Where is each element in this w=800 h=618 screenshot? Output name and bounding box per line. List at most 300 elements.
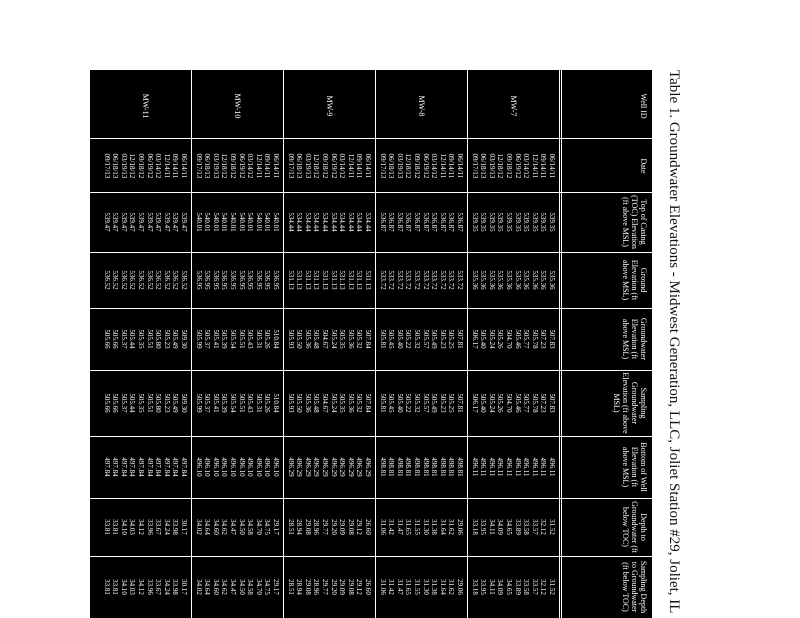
sampling-groundwater-elevation-cell: 505.22 (404, 393, 413, 413)
bottom-of-well-cell: 496.11 (539, 457, 548, 477)
groundwater-elevation-cell: 505.54 (229, 329, 237, 349)
groundwater-elevation-cell: 505.32 (355, 329, 364, 349)
sampling-depth-cell: 33.18 (470, 579, 479, 595)
depth-to-groundwater-cell: 33.18 (470, 519, 479, 535)
depth-to-groundwater-cell: 31.42 (387, 519, 396, 535)
bottom-of-well-cell: 498.81 (421, 457, 430, 477)
date-cell: 12/14/11 (254, 153, 263, 179)
table-row (154, 70, 162, 618)
ground-elevation-cell: 535.36 (479, 270, 488, 290)
ground-elevation-cell: 533.72 (413, 270, 421, 290)
sampling-groundwater-elevation-cell: 504.70 (505, 393, 513, 413)
sampling-groundwater-elevation-cell: 505.81 (378, 393, 387, 413)
toc-elevation-cell: 534.44 (346, 212, 355, 232)
table-row (203, 70, 211, 618)
bottom-of-well-cell: 496.10 (254, 457, 263, 477)
bottom-of-well-cell: 496.11 (548, 457, 556, 477)
sampling-depth-cell: 31.47 (395, 579, 404, 595)
table-row (111, 70, 119, 618)
sampling-groundwater-elevation-cell: 505.54 (229, 393, 237, 413)
groundwater-elevation-cell: 505.44 (128, 329, 137, 349)
sampling-groundwater-elevation-cell: 505.48 (312, 393, 321, 413)
toc-elevation-cell: 539.35 (487, 212, 496, 232)
depth-to-groundwater-cell: 33.57 (530, 519, 539, 535)
toc-elevation-cell: 540.01 (194, 212, 203, 232)
table-row (180, 70, 188, 618)
table-row (163, 70, 171, 618)
table-row (347, 70, 355, 618)
bottom-of-well-cell: 498.81 (387, 457, 396, 477)
toc-elevation-cell: 539.47 (128, 212, 137, 232)
sampling-depth-cell: 34.70 (254, 579, 263, 595)
sampling-groundwater-elevation-cell: 505.66 (111, 393, 120, 413)
date-cell: 09/17/13 (102, 153, 111, 179)
ground-elevation-cell: 535.36 (548, 270, 556, 290)
groundwater-elevation-cell: 505.37 (203, 329, 212, 349)
sampling-depth-cell: 33.57 (530, 579, 539, 595)
table-body (90, 70, 560, 618)
ground-elevation-cell: 536.52 (180, 270, 188, 290)
table-row (514, 70, 522, 618)
table-header (561, 70, 652, 618)
groundwater-elevation-cell: 505.40 (395, 329, 404, 349)
table-row (287, 70, 295, 618)
ground-elevation-cell: 535.36 (513, 270, 522, 290)
bottom-of-well-cell: 496.29 (303, 457, 312, 477)
date-cell: 06/18/13 (295, 153, 304, 179)
header-groundwater-elevation: Groundwater Elevation (ft above MSL) (621, 317, 648, 361)
sampling-groundwater-elevation-cell: 505.35 (137, 393, 145, 413)
date-cell: 06/18/13 (479, 153, 488, 179)
sampling-depth-cell: 33.81 (102, 579, 111, 595)
table-row (146, 70, 154, 618)
sampling-groundwater-elevation-cell: 505.46 (513, 393, 522, 413)
ground-elevation-cell: 536.52 (111, 270, 120, 290)
date-cell: 09/14/11 (171, 153, 180, 179)
table-row (220, 70, 228, 618)
sampling-depth-cell: 31.65 (404, 579, 413, 595)
well-group (191, 70, 284, 618)
depth-to-groundwater-cell: 34.11 (487, 519, 496, 535)
ground-elevation-cell: 531.13 (329, 270, 338, 290)
table-row (413, 70, 421, 618)
ground-elevation-cell: 533.72 (395, 270, 404, 290)
depth-to-groundwater-cell: 31.55 (413, 519, 421, 535)
date-cell: 12/14/11 (438, 153, 447, 179)
sampling-depth-cell: 31.62 (447, 579, 456, 595)
ground-elevation-cell: 531.13 (286, 270, 295, 290)
ground-elevation-cell: 536.52 (102, 270, 111, 290)
bottom-of-well-cell: 498.81 (456, 457, 464, 477)
ground-elevation-cell: 536.95 (220, 270, 229, 290)
sampling-depth-cell: 28.94 (295, 579, 304, 595)
groundwater-elevation-cell: 505.57 (421, 329, 430, 349)
table-row (312, 70, 320, 618)
depth-to-groundwater-cell: 33.81 (111, 519, 120, 535)
bottom-of-well-cell: 496.10 (194, 457, 203, 477)
depth-to-groundwater-cell: 34.10 (119, 519, 128, 535)
date-cell: 03/19/13 (303, 153, 312, 179)
toc-elevation-cell: 536.87 (447, 212, 456, 232)
date-cell: 09/14/11 (539, 153, 548, 179)
groundwater-elevation-cell: 506.17 (470, 329, 479, 349)
date-cell: 12/18/12 (312, 153, 321, 179)
date-cell: 06/19/12 (145, 153, 154, 179)
sampling-depth-cell: 34.10 (119, 579, 128, 595)
table-row (456, 70, 464, 618)
groundwater-elevation-cell: 505.24 (487, 329, 496, 349)
date-cell: 06/14/11 (272, 153, 280, 179)
sampling-depth-cell: 29.06 (456, 579, 464, 595)
depth-to-groundwater-cell: 33.89 (513, 519, 522, 535)
toc-elevation-cell: 540.01 (237, 212, 246, 232)
sampling-groundwater-elevation-cell: 505.26 (496, 393, 505, 413)
sampling-groundwater-elevation-cell: 505.40 (395, 393, 404, 413)
depth-to-groundwater-cell: 33.95 (479, 519, 488, 535)
table-row (128, 70, 136, 618)
toc-elevation-cell: 540.01 (246, 212, 255, 232)
sampling-depth-cell: 31.30 (421, 579, 430, 595)
well-id-label: MW-9 (325, 95, 334, 117)
date-cell: 06/19/12 (513, 153, 522, 179)
date-cell: 09/14/11 (447, 153, 456, 179)
table-row (272, 70, 280, 618)
toc-elevation-cell: 536.87 (395, 212, 404, 232)
ground-elevation-cell: 535.36 (505, 270, 513, 290)
bottom-of-well-cell: 497.84 (145, 457, 154, 477)
sampling-depth-cell: 31.38 (430, 579, 439, 595)
date-cell: 06/18/13 (111, 153, 120, 179)
sampling-depth-cell: 34.03 (128, 579, 137, 595)
depth-to-groundwater-cell: 29.08 (346, 519, 355, 535)
ground-elevation-cell: 535.36 (539, 270, 548, 290)
date-cell: 12/18/12 (404, 153, 413, 179)
table-row (522, 70, 530, 618)
date-cell: 06/14/11 (180, 153, 188, 179)
depth-to-groundwater-cell: 31.06 (378, 519, 387, 535)
depth-to-groundwater-cell: 34.50 (237, 519, 246, 535)
bottom-of-well-cell: 498.81 (395, 457, 404, 477)
ground-elevation-cell: 531.13 (312, 270, 321, 290)
table-row (548, 70, 556, 618)
sampling-depth-cell: 34.02 (194, 579, 203, 595)
toc-elevation-cell: 540.01 (254, 212, 263, 232)
date-cell: 09/18/12 (229, 153, 237, 179)
table-row (295, 70, 303, 618)
date-cell: 12/14/11 (530, 153, 539, 179)
ground-elevation-cell: 533.72 (404, 270, 413, 290)
groundwater-elevation-cell: 505.26 (496, 329, 505, 349)
sampling-depth-cell: 34.09 (496, 579, 505, 595)
groundwater-elevation-cell: 505.40 (479, 329, 488, 349)
depth-to-groundwater-cell: 33.67 (154, 519, 163, 535)
sampling-depth-cell: 34.24 (162, 579, 171, 595)
date-cell: 12/18/12 (496, 153, 505, 179)
sampling-depth-cell: 33.96 (145, 579, 154, 595)
groundwater-elevation-cell: 505.37 (119, 329, 128, 349)
table-row (387, 70, 395, 618)
depth-to-groundwater-cell: 26.60 (364, 519, 372, 535)
date-cell: 12/14/11 (162, 153, 171, 179)
sampling-groundwater-elevation-cell: 505.99 (194, 393, 203, 413)
bottom-of-well-cell: 497.84 (111, 457, 120, 477)
date-cell: 06/19/12 (421, 153, 430, 179)
toc-elevation-cell: 539.47 (180, 212, 188, 232)
sampling-groundwater-elevation-cell: 509.30 (180, 393, 188, 413)
bottom-of-well-cell: 496.10 (237, 457, 246, 477)
date-cell: 09/18/12 (137, 153, 145, 179)
date-cell: 03/19/13 (395, 153, 404, 179)
toc-elevation-cell: 534.44 (329, 212, 338, 232)
groundwater-elevation-cell: 505.66 (111, 329, 120, 349)
sampling-groundwater-elevation-cell: 506.17 (470, 393, 479, 413)
sampling-depth-cell: 33.58 (522, 579, 531, 595)
ground-elevation-cell: 536.52 (137, 270, 145, 290)
ground-elevation-cell: 533.72 (378, 270, 387, 290)
toc-elevation-cell: 539.35 (522, 212, 531, 232)
sampling-groundwater-elevation-cell: 505.39 (220, 393, 229, 413)
table-row (396, 70, 404, 618)
groundwater-elevation-cell: 505.78 (530, 329, 539, 349)
toc-elevation-cell: 539.47 (102, 212, 111, 232)
table-row (304, 70, 312, 618)
sampling-groundwater-elevation-cell: 505.49 (430, 393, 439, 413)
sampling-depth-cell: 29.09 (338, 579, 347, 595)
depth-to-groundwater-cell: 34.65 (505, 519, 513, 535)
table-row (212, 70, 220, 618)
date-cell: 09/18/12 (505, 153, 513, 179)
depth-to-groundwater-cell: 29.08 (303, 519, 312, 535)
depth-to-groundwater-cell: 33.96 (145, 519, 154, 535)
toc-elevation-cell: 539.35 (539, 212, 548, 232)
sampling-depth-cell: 29.77 (321, 579, 329, 595)
table-row (531, 70, 539, 618)
toc-elevation-cell: 539.35 (505, 212, 513, 232)
sampling-depth-cell: 31.42 (387, 579, 396, 595)
sampling-groundwater-elevation-cell: 505.32 (355, 393, 364, 413)
date-cell: 03/14/12 (430, 153, 439, 179)
date-cell: 03/14/12 (522, 153, 531, 179)
ground-elevation-cell: 536.52 (119, 270, 128, 290)
ground-elevation-cell: 536.52 (162, 270, 171, 290)
toc-elevation-cell: 536.87 (387, 212, 396, 232)
groundwater-elevation-cell: 504.70 (505, 329, 513, 349)
groundwater-elevation-cell: 505.35 (137, 329, 145, 349)
groundwater-elevation-cell: 505.93 (286, 329, 295, 349)
table-row (422, 70, 430, 618)
groundwater-elevation-cell: 505.23 (438, 329, 447, 349)
sampling-depth-cell: 34.64 (203, 579, 212, 595)
depth-to-groundwater-cell: 29.77 (321, 519, 329, 535)
table-row (103, 70, 111, 618)
date-cell: 03/14/12 (338, 153, 347, 179)
toc-elevation-cell: 534.44 (364, 212, 372, 232)
groundwater-elevation-cell: 505.32 (413, 329, 421, 349)
bottom-of-well-cell: 496.10 (272, 457, 280, 477)
well-group (99, 70, 192, 618)
groundwater-elevation-cell: 505.51 (145, 329, 154, 349)
sampling-depth-cell: 26.60 (364, 579, 372, 595)
depth-to-groundwater-cell: 34.47 (229, 519, 237, 535)
groundwater-elevation-cell: 505.49 (430, 329, 439, 349)
date-cell: 06/14/11 (456, 153, 464, 179)
sampling-groundwater-elevation-cell: 505.37 (119, 393, 128, 413)
date-cell: 06/14/11 (548, 153, 556, 179)
toc-elevation-cell: 539.35 (479, 212, 488, 232)
depth-to-groundwater-cell: 29.06 (456, 519, 464, 535)
toc-elevation-cell: 534.44 (312, 212, 321, 232)
depth-to-groundwater-cell: 28.51 (286, 519, 295, 535)
bottom-of-well-cell: 498.81 (413, 457, 421, 477)
sampling-depth-cell: 34.47 (229, 579, 237, 595)
toc-elevation-cell: 534.44 (286, 212, 295, 232)
sampling-depth-cell: 32.12 (539, 579, 548, 595)
date-cell: 09/14/11 (263, 153, 272, 179)
bottom-of-well-cell: 496.11 (522, 457, 531, 477)
date-cell: 09/17/13 (470, 153, 479, 179)
toc-elevation-cell: 540.01 (229, 212, 237, 232)
sampling-groundwater-elevation-cell: 510.84 (272, 393, 280, 413)
well-id-label: MW-7 (509, 95, 518, 117)
sampling-groundwater-elevation-cell: 505.45 (387, 393, 396, 413)
groundwater-elevation-cell: 507.81 (456, 329, 464, 349)
bottom-of-well-cell: 497.84 (154, 457, 163, 477)
ground-elevation-cell: 533.72 (438, 270, 447, 290)
table-row (171, 70, 179, 618)
ground-elevation-cell: 531.13 (346, 270, 355, 290)
sampling-depth-cell: 34.58 (246, 579, 255, 595)
header-sampling-depth: Sampling Depth to Groundwater (ft below TOC) (621, 560, 648, 614)
bottom-of-well-cell: 496.10 (220, 457, 229, 477)
ground-elevation-cell: 536.95 (254, 270, 263, 290)
bottom-of-well-cell: 497.84 (162, 457, 171, 477)
toc-elevation-cell: 539.47 (162, 212, 171, 232)
header-bottom-of-well: Bottom of Well Elevation (ft above MSL) (621, 442, 648, 492)
header-sampling-groundwater-elevation: Sampling Groundwater Elevation (ft above MSL) (612, 372, 648, 434)
bottom-of-well-cell: 496.10 (211, 457, 220, 477)
header-ground-elevation: Ground Elevation (ft above MSL) (621, 259, 648, 301)
depth-to-groundwater-cell: 29.09 (338, 519, 347, 535)
sampling-depth-cell: 34.65 (505, 579, 513, 595)
sampling-groundwater-elevation-cell: 505.57 (421, 393, 430, 413)
sampling-groundwater-elevation-cell: 507.81 (456, 393, 464, 413)
toc-elevation-cell: 536.87 (404, 212, 413, 232)
groundwater-elevation-cell: 505.43 (246, 329, 255, 349)
depth-to-groundwater-cell: 30.17 (180, 519, 188, 535)
depth-to-groundwater-cell: 29.17 (272, 519, 280, 535)
toc-elevation-cell: 539.35 (496, 212, 505, 232)
bottom-of-well-cell: 496.11 (513, 457, 522, 477)
table-row (195, 70, 203, 618)
date-cell: 06/18/13 (387, 153, 396, 179)
depth-to-groundwater-cell: 33.98 (171, 519, 180, 535)
groundwater-elevation-cell: 505.48 (312, 329, 321, 349)
sampling-groundwater-elevation-cell: 505.31 (254, 393, 263, 413)
sampling-depth-cell: 30.17 (180, 579, 188, 595)
ground-elevation-cell: 536.95 (246, 270, 255, 290)
groundwater-elevation-cell: 510.84 (272, 329, 280, 349)
groundwater-elevation-cell: 505.31 (254, 329, 263, 349)
toc-elevation-cell: 540.01 (272, 212, 280, 232)
sampling-groundwater-elevation-cell: 505.51 (145, 393, 154, 413)
depth-to-groundwater-cell: 31.38 (430, 519, 439, 535)
bottom-of-well-cell: 498.81 (430, 457, 439, 477)
groundwater-elevation-cell: 505.41 (211, 329, 220, 349)
toc-elevation-cell: 539.47 (111, 212, 120, 232)
bottom-of-well-cell: 496.11 (487, 457, 496, 477)
bottom-of-well-cell: 498.81 (447, 457, 456, 477)
bottom-of-well-cell: 496.29 (364, 457, 372, 477)
bottom-of-well-cell: 498.81 (378, 457, 387, 477)
groundwater-elevation-cell: 507.84 (364, 329, 372, 349)
table-row (430, 70, 438, 618)
groundwater-elevation-cell: 505.36 (346, 329, 355, 349)
toc-elevation-cell: 540.01 (211, 212, 220, 232)
table-row (471, 70, 479, 618)
sampling-depth-cell: 29.17 (272, 579, 280, 595)
groundwater-elevation-cell: 504.67 (321, 329, 329, 349)
sampling-groundwater-elevation-cell: 505.36 (303, 393, 312, 413)
depth-to-groundwater-cell: 31.64 (438, 519, 447, 535)
date-cell: 09/14/11 (355, 153, 364, 179)
depth-to-groundwater-cell: 34.75 (263, 519, 272, 535)
toc-elevation-cell: 539.47 (171, 212, 180, 232)
header-depth-to-groundwater: Depth to Groundwater (ft below TOC) (621, 501, 648, 553)
sampling-groundwater-elevation-cell: 505.93 (286, 393, 295, 413)
groundwater-elevation-cell: 505.24 (329, 329, 338, 349)
depth-to-groundwater-cell: 34.58 (246, 519, 255, 535)
sampling-groundwater-elevation-cell: 505.80 (154, 393, 163, 413)
depth-to-groundwater-cell: 34.02 (194, 519, 203, 535)
sampling-depth-cell: 33.89 (513, 579, 522, 595)
date-cell: 09/18/12 (321, 153, 329, 179)
sampling-groundwater-elevation-cell: 505.43 (246, 393, 255, 413)
table-row (263, 70, 271, 618)
sampling-groundwater-elevation-cell: 505.37 (203, 393, 212, 413)
sampling-depth-cell: 34.12 (137, 579, 145, 595)
table-row (321, 70, 329, 618)
bottom-of-well-cell: 497.84 (180, 457, 188, 477)
ground-elevation-cell: 536.52 (145, 270, 154, 290)
bottom-of-well-cell: 496.11 (479, 457, 488, 477)
ground-elevation-cell: 536.95 (211, 270, 220, 290)
bottom-of-well-cell: 496.11 (496, 457, 505, 477)
well-id-label: MW-8 (417, 95, 426, 117)
sampling-groundwater-elevation-cell: 505.25 (447, 393, 456, 413)
bottom-of-well-cell: 496.29 (355, 457, 364, 477)
bottom-of-well-cell: 496.10 (229, 457, 237, 477)
sampling-depth-cell: 33.98 (171, 579, 180, 595)
toc-elevation-cell: 536.87 (378, 212, 387, 232)
ground-elevation-cell: 531.13 (355, 270, 364, 290)
date-cell: 12/18/12 (220, 153, 229, 179)
sampling-depth-cell: 31.06 (378, 579, 387, 595)
date-cell: 09/17/13 (286, 153, 295, 179)
table-row (488, 70, 496, 618)
well-group (375, 70, 468, 618)
groundwater-elevation-cell: 505.26 (263, 329, 272, 349)
table-row (137, 70, 145, 618)
groundwater-elevation-cell: 505.25 (447, 329, 456, 349)
ground-elevation-cell: 533.72 (447, 270, 456, 290)
groundwater-elevation-cell: 505.77 (522, 329, 531, 349)
table-row (379, 70, 387, 618)
groundwater-elevation-cell: 507.83 (548, 329, 556, 349)
sampling-depth-cell: 33.81 (111, 579, 120, 595)
depth-to-groundwater-cell: 31.30 (421, 519, 430, 535)
toc-elevation-cell: 540.01 (203, 212, 212, 232)
sampling-depth-cell: 34.11 (487, 579, 496, 595)
